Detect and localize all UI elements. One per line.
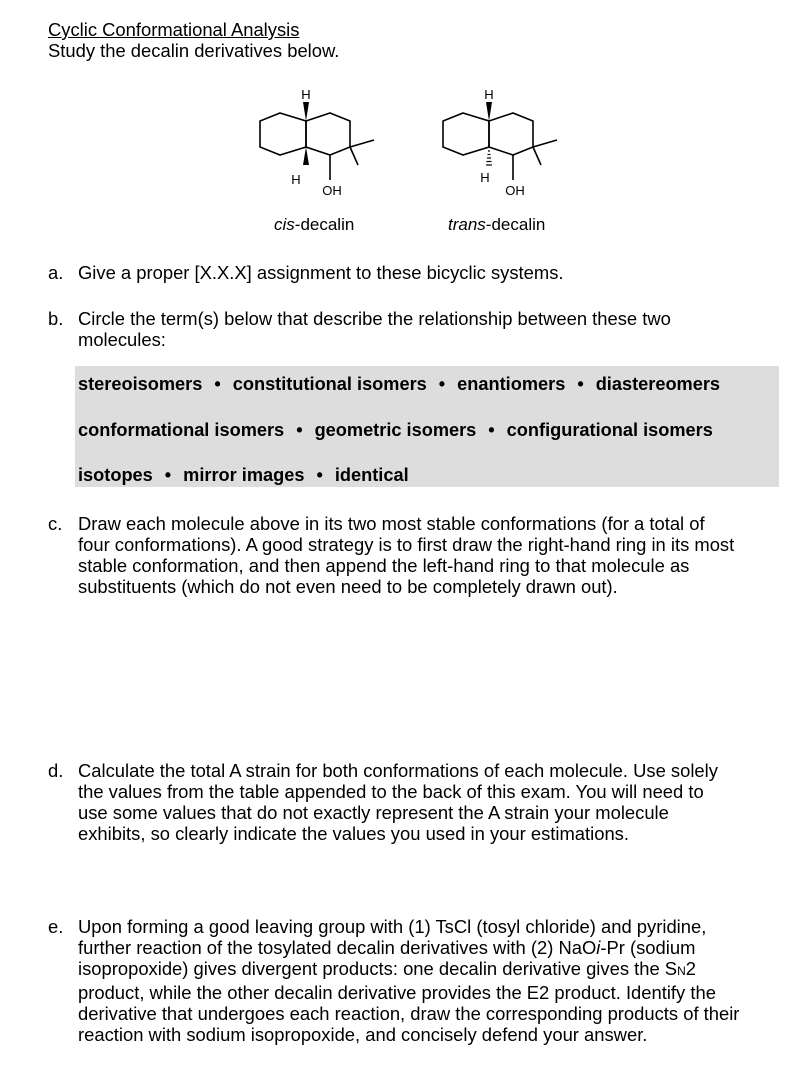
term-constitutional-isomers[interactable]: constitutional isomers xyxy=(232,374,427,394)
cis-top-wedge xyxy=(303,102,309,121)
question-e-line-4: product, while the other decalin derivative provides the E2 product. Identify the xyxy=(78,982,716,1003)
term-row-3 xyxy=(78,465,409,486)
cis-methyl-bond-2 xyxy=(350,147,358,165)
question-a-letter: a. xyxy=(48,262,64,283)
question-e-line-1: Upon forming a good leaving group with (1) TsCl (tosyl chloride) and pyridine, xyxy=(78,916,707,937)
question-c-letter: c. xyxy=(48,513,63,534)
trans-caption-italic: trans xyxy=(448,215,486,234)
question-a-text: Give a proper [X.X.X] assignment to these bicyclic systems. xyxy=(78,262,564,283)
question-e-text xyxy=(78,916,783,1045)
question-e-line-3a: isopropoxide) gives divergent products: one decalin derivative gives the S xyxy=(78,958,678,979)
question-c-line-3: stable conformation, and then append the left-hand ring to that molecule as xyxy=(78,555,690,576)
question-e-line-2 xyxy=(78,937,783,958)
question-d-line-1: Calculate the total A strain for both conformations of each molecule. Use solely xyxy=(78,760,718,781)
trans-oh-label: OH xyxy=(505,183,525,198)
cis-decalin-structure xyxy=(250,85,390,205)
trans-caption-suffix: -decalin xyxy=(485,215,546,234)
term-separator: • xyxy=(316,465,323,485)
question-b-line-2: molecules: xyxy=(78,329,166,350)
question-b-text xyxy=(78,308,783,350)
question-e-line-6: reaction with sodium isopropoxide, and concisely defend your answer. xyxy=(78,1024,648,1045)
question-d-line-2: the values from the table appended to the back of this exam. You will need to xyxy=(78,781,704,802)
term-conformational-isomers[interactable]: conformational isomers xyxy=(78,420,285,440)
term-isotopes[interactable]: isotopes xyxy=(78,465,153,485)
cis-oh-label: OH xyxy=(322,183,342,198)
term-separator: • xyxy=(438,374,446,394)
trans-bottom-h: H xyxy=(480,170,490,185)
cis-methyl-bond-1 xyxy=(350,140,374,147)
term-separator: • xyxy=(296,420,303,440)
page-title: Cyclic Conformational Analysis xyxy=(48,19,300,40)
cis-bottom-wedge xyxy=(303,147,309,165)
question-d-line-3: use some values that do not exactly represent the A strain your molecule xyxy=(78,802,669,823)
cis-top-h: H xyxy=(301,87,311,102)
question-c-line-4: substituents (which do not even need to be completely drawn out). xyxy=(78,576,618,597)
term-separator: • xyxy=(577,374,584,394)
question-e-line-3b: 2 xyxy=(685,958,696,979)
term-separator: • xyxy=(488,420,495,440)
question-d-line-4: exhibits, so clearly indicate the values you used in your estimations. xyxy=(78,823,629,844)
trans-top-wedge xyxy=(486,102,492,121)
trans-caption xyxy=(448,214,545,235)
question-c-line-1: Draw each molecule above in its two most stable conformations (for a total of xyxy=(78,513,705,534)
page-subtitle: Study the decalin derivatives below. xyxy=(48,40,340,61)
term-enantiomers[interactable]: enantiomers xyxy=(457,374,566,394)
term-stereoisomers[interactable]: stereoisomers xyxy=(78,374,203,394)
term-row-2 xyxy=(78,420,713,441)
question-e-subscript-n: N xyxy=(677,964,686,978)
question-b-letter: b. xyxy=(48,308,64,329)
question-d-text xyxy=(78,760,783,844)
question-e-letter: e. xyxy=(48,916,64,937)
trans-methyl-bond-2 xyxy=(533,147,541,165)
cis-caption xyxy=(274,214,354,235)
question-e-line-2a: further reaction of the tosylated decalin derivatives with (2) NaO xyxy=(78,937,597,958)
trans-right-ring xyxy=(489,113,533,155)
cis-bottom-h: H xyxy=(291,172,301,187)
cis-left-ring xyxy=(260,113,306,155)
question-c-line-2: four conformations). A good strategy is to first draw the right-hand ring in its most xyxy=(78,534,735,555)
question-e-line-5: derivative that undergoes each reaction, draw the corresponding products of their xyxy=(78,1003,740,1024)
trans-top-h: H xyxy=(484,87,494,102)
question-c-text xyxy=(78,513,783,597)
question-b-line-1: Circle the term(s) below that describe the relationship between these two xyxy=(78,308,671,329)
term-separator: • xyxy=(164,465,172,485)
cis-caption-suffix: -decalin xyxy=(294,215,355,234)
trans-left-ring xyxy=(443,113,489,155)
cis-caption-italic: cis xyxy=(274,215,295,234)
question-d-letter: d. xyxy=(48,760,64,781)
term-identical[interactable]: identical xyxy=(334,465,409,485)
term-configurational-isomers[interactable]: configurational isomers xyxy=(506,420,713,440)
term-row-1 xyxy=(78,374,720,395)
term-separator: • xyxy=(214,374,221,394)
question-e-italic-i: i xyxy=(596,937,601,958)
trans-bottom-hash xyxy=(486,151,492,165)
question-e-line-2b: -Pr (sodium xyxy=(600,937,696,958)
term-geometric-isomers[interactable]: geometric isomers xyxy=(314,420,477,440)
trans-decalin-structure xyxy=(433,85,573,205)
question-e-line-3 xyxy=(78,958,783,982)
cis-right-ring xyxy=(306,113,350,155)
trans-methyl-bond-1 xyxy=(533,140,557,147)
term-diastereomers[interactable]: diastereomers xyxy=(595,374,721,394)
term-mirror-images[interactable]: mirror images xyxy=(183,465,305,485)
